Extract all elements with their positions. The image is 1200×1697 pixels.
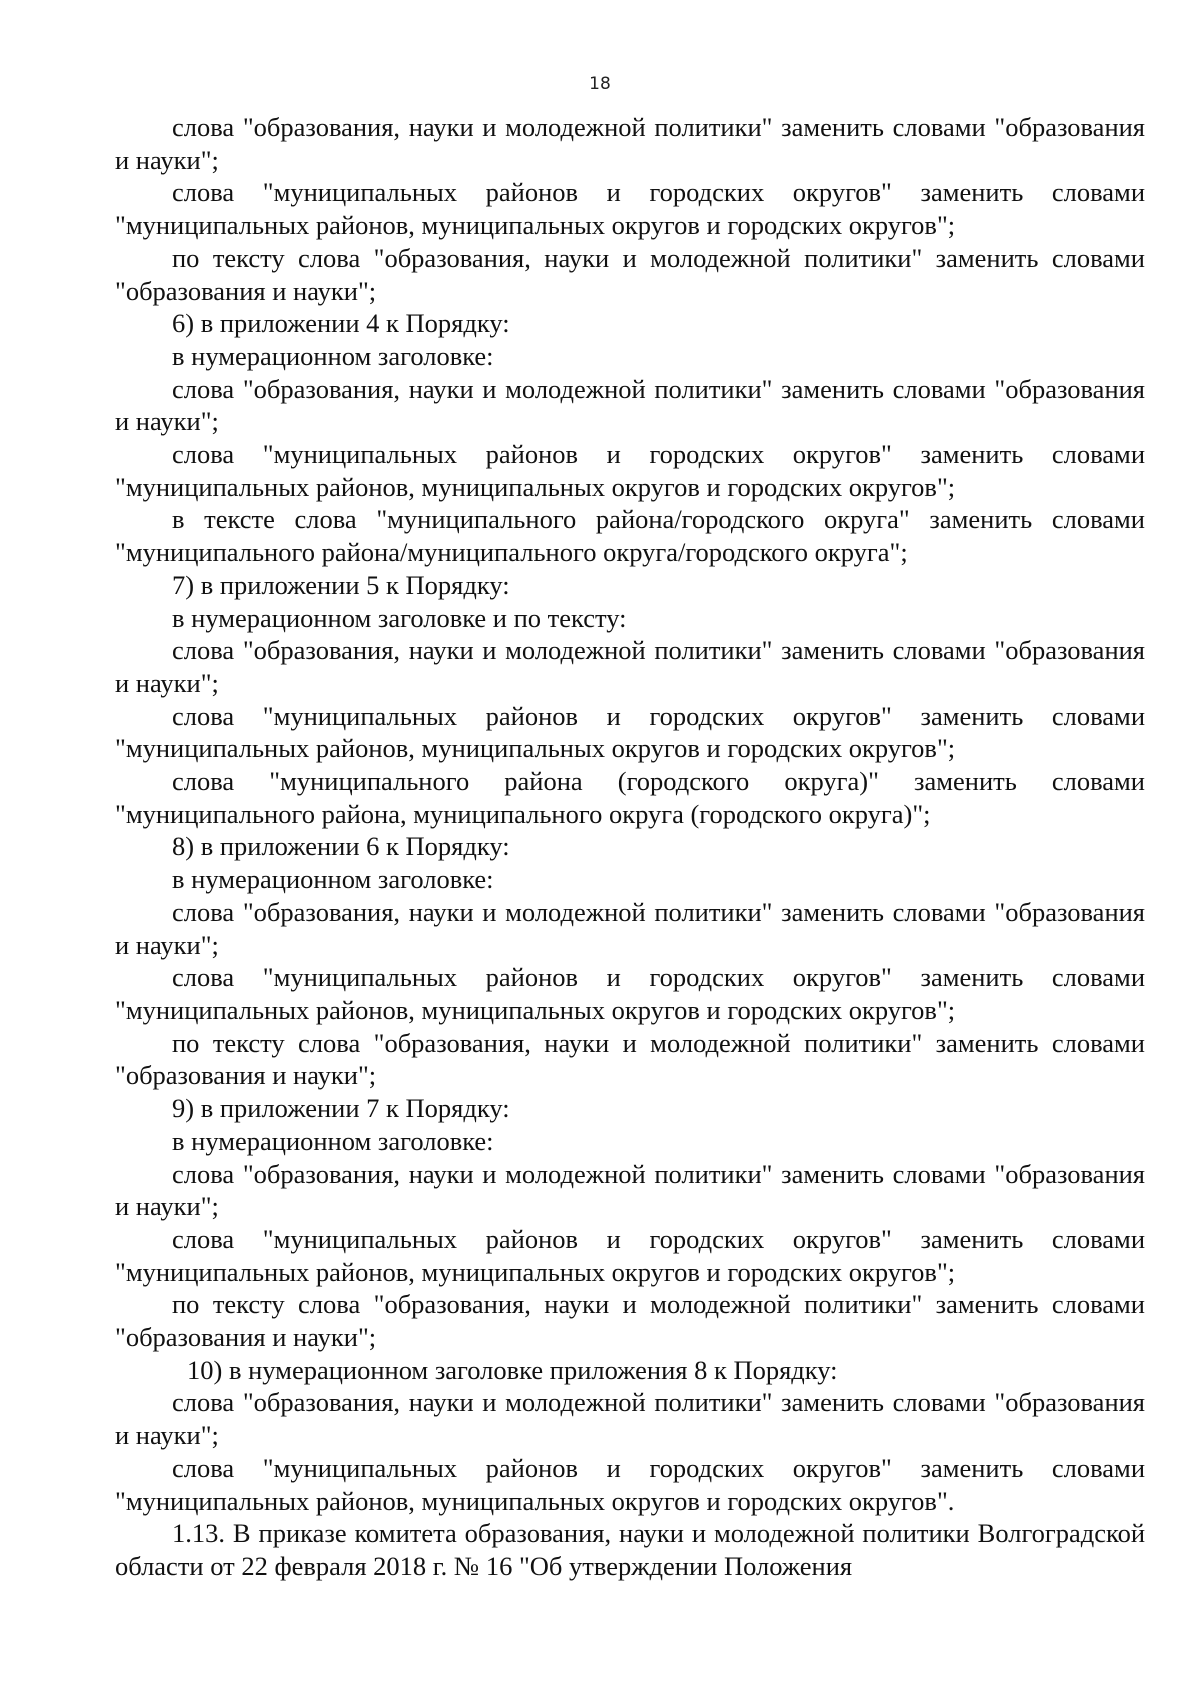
paragraph: 6) в приложении 4 к Порядку: — [172, 308, 510, 339]
paragraph: 10) в нумерационном заголовке приложения 8 к Порядку: — [187, 1354, 838, 1385]
paragraph: слова "муниципальных районов и городских округов" заменить словами "муниципальных районов, муниципальных округов и городских округов"; — [115, 962, 1145, 1025]
paragraph: слова "муниципальных районов и городских округов" заменить словами "муниципальных районов, муниципальных округов и городских округов"; — [115, 1223, 1145, 1287]
paragraph: по тексту слова "образования, науки и молодежной политики" заменить словами "образования и науки"; — [115, 1289, 1145, 1353]
paragraph: по тексту слова "образования, науки и молодежной политики" заменить словами "образования и науки"; — [115, 242, 1145, 306]
paragraph: в нумерационном заголовке: — [172, 340, 494, 371]
paragraph: слова "образования, науки и молодежной политики" заменить словами "образования и науки"; — [115, 373, 1145, 437]
paragraph: в тексте слова "муниципального района/городского округа" заменить словами "муниципального района/муниципального округа/городского округа"; — [115, 504, 1145, 568]
paragraph: слова "муниципальных районов и городских округов" заменить словами "муниципальных районов, муниципальных округов и городских округов"; — [115, 700, 1145, 764]
paragraph: 7) в приложении 5 к Порядку: — [172, 569, 510, 600]
page-number: 18 — [589, 74, 611, 94]
paragraph: в нумерационном заголовке: — [172, 864, 494, 895]
paragraph: в нумерационном заголовке и по тексту: — [172, 602, 627, 633]
paragraph: слова "образования, науки и молодежной политики" заменить словами "образования и науки"; — [115, 1158, 1145, 1222]
paragraph: слова "муниципальных районов и городских округов" заменить словами "муниципальных районов, муниципальных округов и городских округов"; — [115, 439, 1145, 502]
paragraph: 1.13. В приказе комитета образования, науки и молодежной политики Волгоградской области от 22 февраля 2018 г. № 16 "Об утверждении Положения — [115, 1518, 1145, 1581]
paragraph: слова "муниципальных районов и городских округов" заменить словами "муниципальных районов, муниципальных округов и городских округов"; — [115, 177, 1145, 241]
paragraph: слова "муниципальных районов и городских округов" заменить словами "муниципальных районов, муниципальных округов и городских округов". — [115, 1452, 1145, 1516]
paragraph: в нумерационном заголовке: — [172, 1125, 494, 1156]
paragraph: слова "образования, науки и молодежной политики" заменить словами "образования и науки"; — [115, 635, 1145, 698]
paragraph: слова "образования, науки и молодежной политики" заменить словами "образования и науки"; — [115, 112, 1145, 175]
paragraph: 9) в приложении 7 к Порядку: — [172, 1093, 510, 1124]
paragraph: слова "муниципального района (городского округа)" заменить словами "муниципального района, муниципального округа (городского округа)"; — [115, 766, 1145, 829]
paragraph: слова "образования, науки и молодежной политики" заменить словами "образования и науки"; — [115, 1387, 1145, 1451]
paragraph: слова "образования, науки и молодежной политики" заменить словами "образования и науки"; — [115, 896, 1145, 960]
paragraph: по тексту слова "образования, науки и молодежной политики" заменить словами "образования и науки"; — [115, 1027, 1145, 1091]
document-body — [115, 111, 1145, 1583]
paragraph: 8) в приложении 6 к Порядку: — [172, 831, 510, 862]
